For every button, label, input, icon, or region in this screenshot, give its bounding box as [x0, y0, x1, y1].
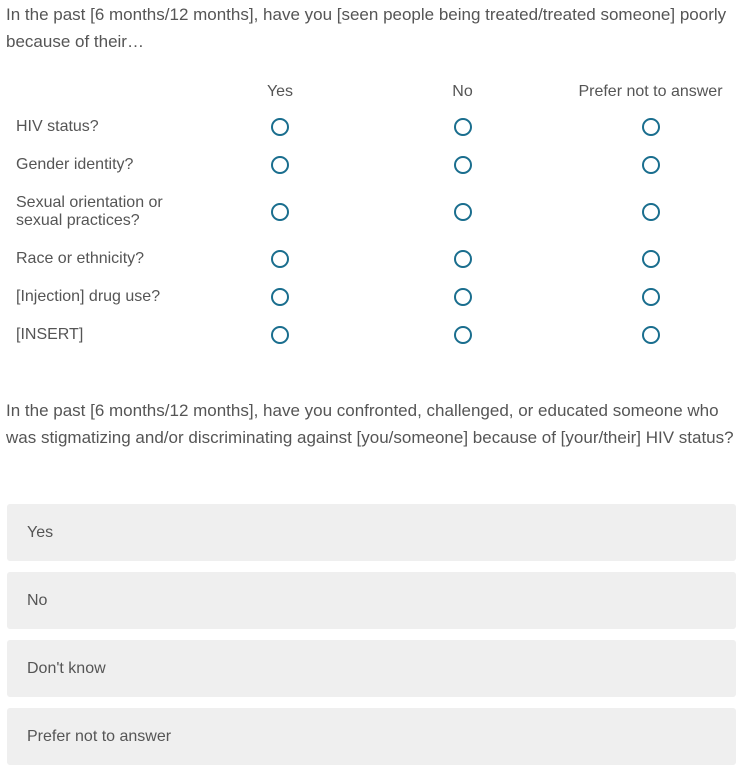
matrix-header-empty	[0, 76, 188, 108]
radio-button[interactable]	[271, 156, 289, 174]
radio-button[interactable]	[454, 156, 472, 174]
radio-button[interactable]	[271, 203, 289, 221]
matrix-row-hiv-status	[0, 108, 748, 146]
column-header-no: No	[452, 83, 473, 100]
matrix-row-insert	[0, 316, 748, 354]
answer-option-no[interactable]	[7, 572, 736, 629]
answer-option-dont-know[interactable]	[7, 640, 736, 697]
matrix-row-drug-use	[0, 278, 748, 316]
radio-button[interactable]	[454, 250, 472, 268]
radio-button[interactable]	[642, 250, 660, 268]
column-header-yes: Yes	[266, 83, 294, 100]
row-label: Race or ethnicity?	[16, 250, 145, 267]
radio-button[interactable]	[642, 288, 660, 306]
radio-button[interactable]	[454, 203, 472, 221]
row-label: Gender identity?	[16, 156, 134, 173]
row-label: [INSERT]	[16, 326, 84, 343]
answer-option-label: Don't know	[27, 659, 106, 677]
answer-option-label: Prefer not to answer	[27, 727, 172, 745]
matrix-row-race-ethnicity	[0, 240, 748, 278]
matrix-header-row	[0, 76, 748, 108]
row-label: Sexual orientation or sexual practices?	[16, 194, 163, 229]
matrix-row-gender-identity	[0, 146, 748, 184]
radio-button[interactable]	[642, 156, 660, 174]
radio-button[interactable]	[271, 118, 289, 136]
answer-option-prefer-not[interactable]	[7, 708, 736, 765]
answer-option-yes[interactable]	[7, 504, 736, 561]
radio-button[interactable]	[271, 326, 289, 344]
matrix-row-sexual-orientation	[0, 184, 748, 240]
answer-options-list	[7, 504, 736, 776]
radio-button[interactable]	[454, 288, 472, 306]
answer-option-label: Yes	[27, 523, 54, 541]
column-header-prefer-not: Prefer not to answer	[578, 83, 723, 100]
row-label: [Injection] drug use?	[16, 288, 161, 305]
radio-button[interactable]	[271, 288, 289, 306]
radio-button[interactable]	[271, 250, 289, 268]
question-2-text: In the past [6 months/12 months], have you confronted, challenged, or educated someone who was stigmatizing and/or discriminating against [you/someone] because of [your/their] HIV status?	[6, 401, 734, 447]
answer-option-label: No	[27, 591, 48, 609]
radio-button[interactable]	[642, 203, 660, 221]
radio-button[interactable]	[454, 326, 472, 344]
matrix-question	[0, 76, 748, 354]
radio-button[interactable]	[642, 326, 660, 344]
row-label: HIV status?	[16, 118, 99, 135]
radio-button[interactable]	[642, 118, 660, 136]
question-1-text: In the past [6 months/12 months], have you [seen people being treated/treated someone] poorly because of their…	[6, 5, 727, 51]
radio-button[interactable]	[454, 118, 472, 136]
